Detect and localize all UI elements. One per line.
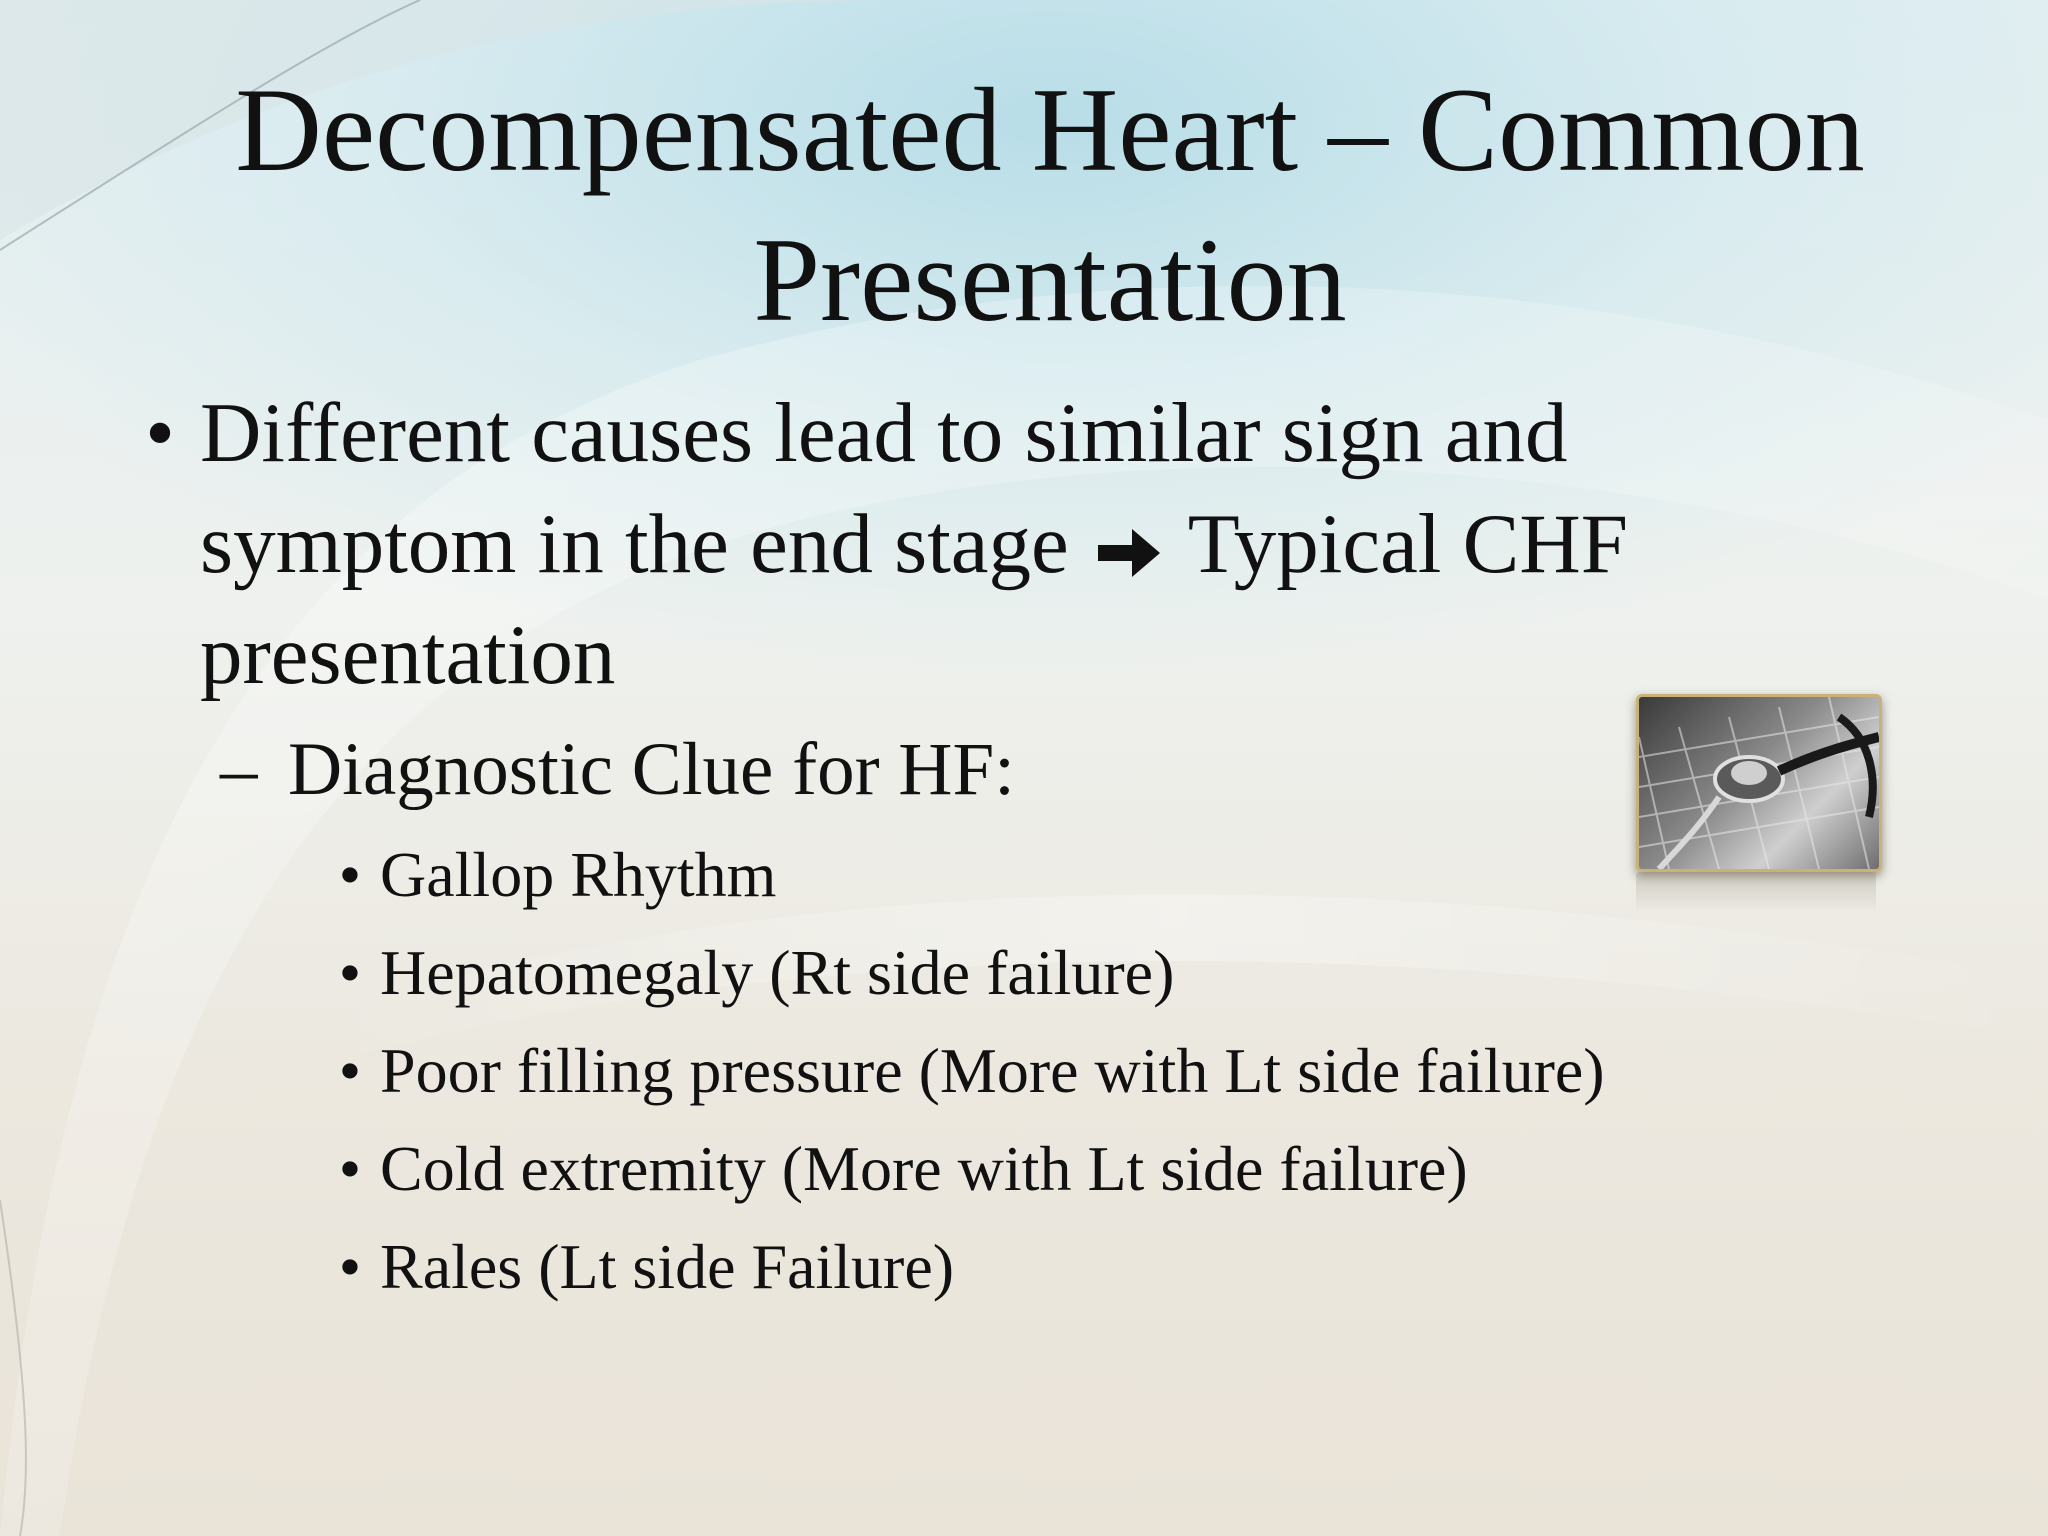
clue-list bbox=[320, 826, 1605, 1316]
slide-title: Decompensated Heart – Common Presentation bbox=[235, 63, 1865, 346]
bullet-marker: • bbox=[338, 1133, 362, 1204]
clue-text: Gallop Rhythm bbox=[380, 839, 777, 910]
clue-text: Poor filling pressure (More with Lt side failure) bbox=[380, 1035, 1605, 1106]
dash-marker: – bbox=[220, 728, 258, 811]
clue-text: Cold extremity (More with Lt side failure) bbox=[380, 1133, 1468, 1204]
sub-bullet-text: Diagnostic Clue for HF: bbox=[288, 728, 1016, 811]
list-item bbox=[320, 826, 1605, 924]
main-bullet-text-after-arrow: Typical CHF presentation bbox=[200, 497, 1629, 702]
stethoscope-image bbox=[1639, 697, 1879, 869]
list-item bbox=[320, 1022, 1605, 1120]
list-item bbox=[320, 1218, 1605, 1316]
stethoscope-on-keyboard-icon bbox=[1636, 694, 1882, 872]
sub-bullet bbox=[220, 720, 1620, 820]
bullet-marker: • bbox=[145, 386, 175, 480]
photo-reflection bbox=[1636, 872, 1876, 912]
bullet-marker: • bbox=[338, 1035, 362, 1106]
main-bullet-text-before-arrow: Different causes lead to similar sign and symptom in the end stage bbox=[200, 386, 1568, 591]
list-item bbox=[320, 1120, 1605, 1218]
main-bullet bbox=[120, 378, 1820, 711]
clue-text: Rales (Lt side Failure) bbox=[380, 1231, 955, 1302]
list-item bbox=[320, 924, 1605, 1022]
main-bullet-text bbox=[200, 378, 1800, 711]
right-arrow-icon bbox=[1094, 523, 1164, 583]
bullet-marker: • bbox=[338, 937, 362, 1008]
clue-text: Hepatomegaly (Rt side failure) bbox=[380, 937, 1175, 1008]
bullet-marker: • bbox=[338, 839, 362, 910]
bullet-marker: • bbox=[338, 1231, 362, 1302]
